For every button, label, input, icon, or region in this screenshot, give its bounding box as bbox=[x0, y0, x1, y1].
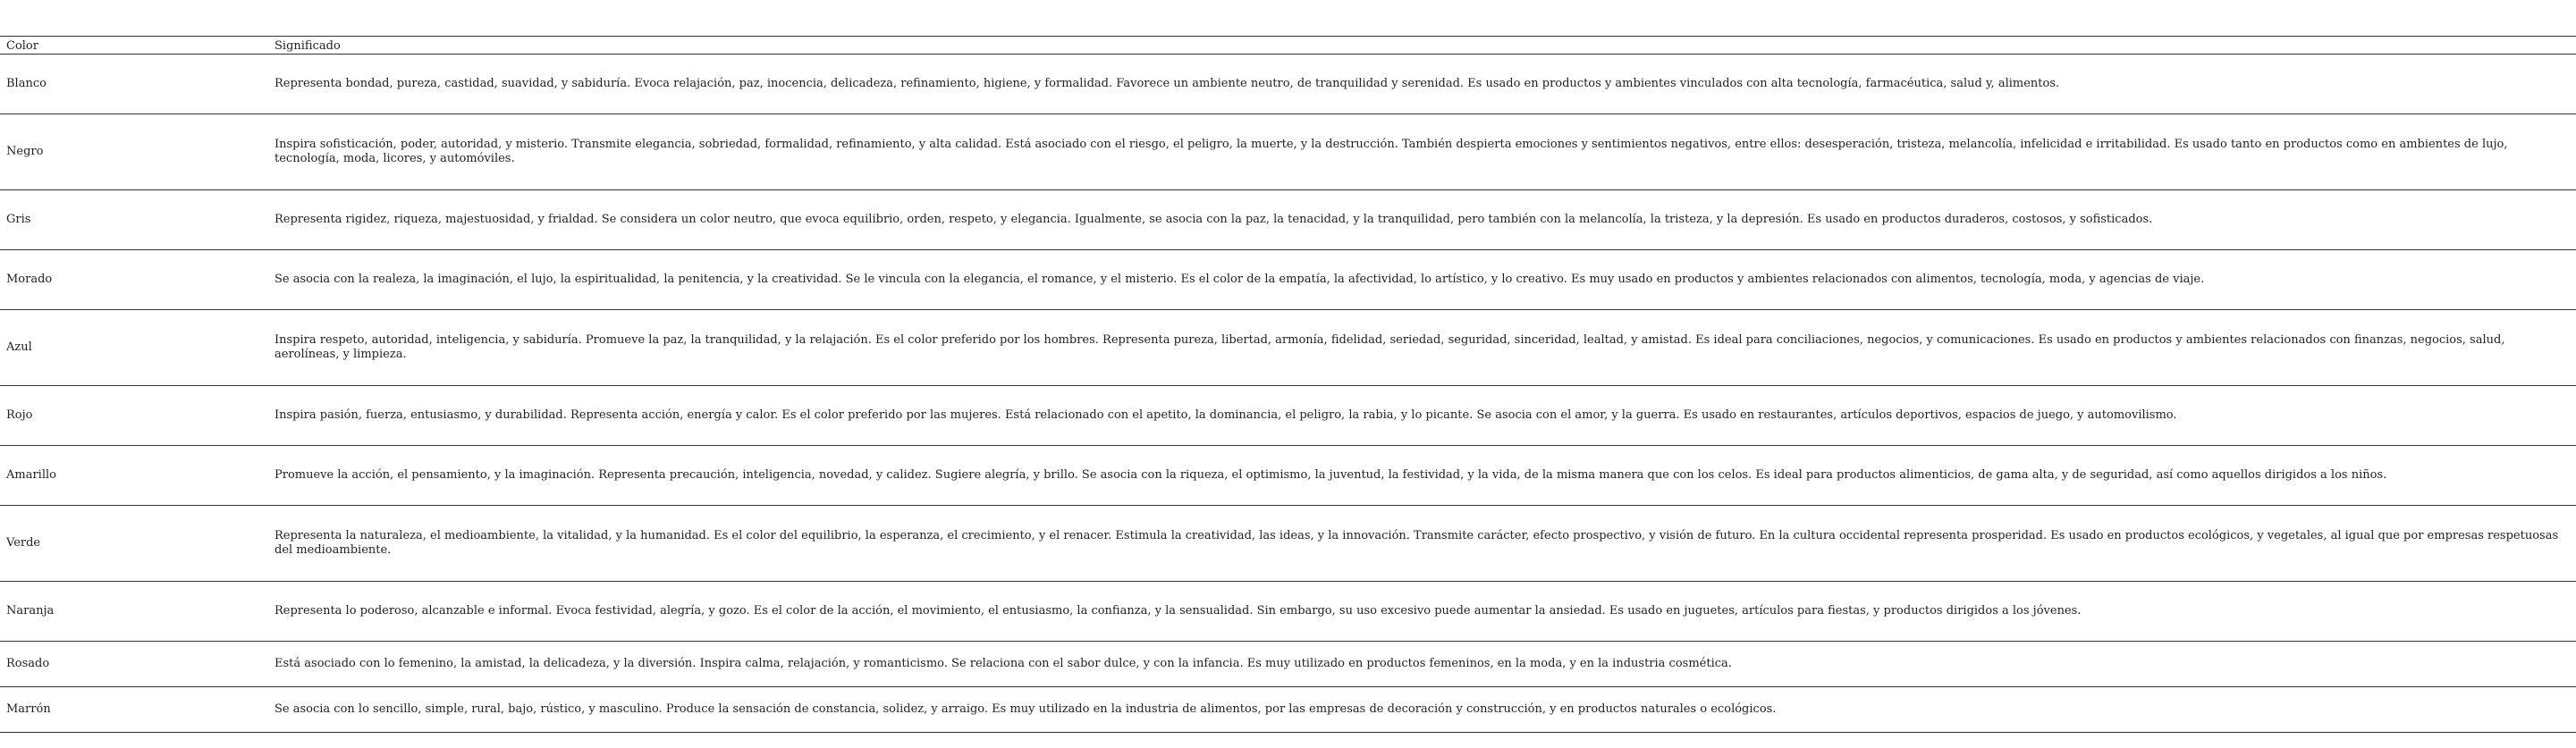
color-meaning: Promueve la acción, el pensamiento, y la imaginación. Representa precaución, inteligencia, novedad, y calidez. Sugiere alegría, y brillo. Se asocia con la riqueza, el optimismo, la juventud, la festividad, y la vida, de la misma manera que con los celos. Es ideal para productos alimenticios, de gama alta, y de seguridad, así como aquellos dirigidos a los niños. bbox=[274, 468, 2387, 482]
color-name: Negro bbox=[6, 145, 44, 158]
color-meaning: Representa bondad, pureza, castidad, suavidad, y sabiduría. Evoca relajación, paz, inocencia, delicadeza, refinamiento, higiene, y formalidad. Favorece un ambiente neutro, de tranquilidad y serenidad. Es usado en productos y ambientes vinculados con alta tecnología, farmacéutica, salud y, alimentos. bbox=[274, 77, 2060, 90]
table-row bbox=[0, 687, 2576, 733]
color-name: Rosado bbox=[6, 657, 50, 670]
header-row bbox=[0, 37, 2576, 55]
table-row bbox=[0, 190, 2576, 250]
table-body bbox=[0, 55, 2576, 733]
color-name: Marrón bbox=[6, 702, 51, 716]
color-meaning: Inspira pasión, fuerza, entusiasmo, y durabilidad. Representa acción, energía y calor. Es el color preferido por las mujeres. Está relacionado con el apetito, la dominancia, el peligro, la rabia, y lo picante. Se asocia con el amor, y la guerra. Es usado en restaurantes, artículos deportivos, espacios de juego, y automovilismo. bbox=[274, 408, 2177, 422]
color-meaning: Representa lo poderoso, alcanzable e informal. Evoca festividad, alegría, y gozo. Es el color de la acción, el movimiento, el entusiasmo, la confianza, y la sensualidad. Sin embargo, su uso excesivo puede aumentar la ansiedad. Es usado en juguetes, artículos para fiestas, y productos dirigidos a los jóvenes. bbox=[274, 604, 2082, 618]
color-meaning: Está asociado con lo femenino, la amistad, la delicadeza, y la diversión. Inspira calma, relajación, y romanticismo. Se relaciona con el sabor dulce, y con la infancia. Es muy utilizado en productos femeninos, en la moda, y en la industria cosmética. bbox=[274, 657, 1732, 670]
color-name: Morado bbox=[6, 273, 53, 286]
color-name: Verde bbox=[6, 536, 41, 550]
color-name: Amarillo bbox=[6, 468, 56, 482]
table-row bbox=[0, 386, 2576, 446]
header-meaning: Significado bbox=[274, 38, 341, 53]
color-name: Gris bbox=[6, 213, 31, 226]
color-meaning: Representa la naturaleza, el medioambiente, la vitalidad, y la humanidad. Es el color del equilibrio, la esperanza, el crecimiento, y el renacer. Estimula la creatividad, las ideas, y la innovación. Transmite carácter, efecto prospectivo, y visión de futuro. En la cultura occidental representa prosperidad. Es usado en productos ecológicos, y vegetales, al igual que por empresas respetuosas del medioambiente. bbox=[274, 529, 2559, 557]
table-row bbox=[0, 582, 2576, 642]
table-row bbox=[0, 446, 2576, 506]
color-meaning: Inspira respeto, autoridad, inteligencia, y sabiduría. Promueve la paz, la tranquilidad, y la relajación. Es el color preferido por los hombres. Representa pureza, libertad, armonía, fidelidad, seriedad, seguridad, sinceridad, lealtad, y amistad. Es ideal para conciliaciones, negocios, y comunicaciones. Es usado en productos y ambientes relacionados con finanzas, negocios, salud, aerolíneas, y limpieza. bbox=[274, 333, 2505, 361]
color-meaning-table bbox=[0, 36, 2576, 733]
color-name: Naranja bbox=[6, 604, 55, 618]
table-row bbox=[0, 310, 2576, 386]
table-header bbox=[0, 37, 2576, 55]
color-name: Rojo bbox=[6, 408, 33, 422]
color-name: Blanco bbox=[6, 77, 46, 90]
color-meaning: Representa rigidez, riqueza, majestuosidad, y frialdad. Se considera un color neutro, que evoca equilibrio, orden, respeto, y elegancia. Igualmente, se asocia con la paz, la tenacidad, y la tranquilidad, pero también con la melancolía, la tristeza, y la depresión. Es usado en productos duraderos, costosos, y sofisticados. bbox=[274, 213, 2153, 226]
table-row bbox=[0, 642, 2576, 687]
color-meaning: Se asocia con lo sencillo, simple, rural, bajo, rústico, y masculino. Produce la sensación de constancia, solidez, y arraigo. Es muy utilizado en la industria de alimentos, por las empresas de decoración y construcción, y en productos naturales o ecológicos. bbox=[274, 702, 1777, 716]
color-name: Azul bbox=[6, 340, 32, 354]
table-row bbox=[0, 250, 2576, 310]
color-meaning: Se asocia con la realeza, la imaginación, el lujo, la espiritualidad, la penitencia, y la creatividad. Se le vincula con la elegancia, el romance, y el misterio. Es el color de la empatía, la afectividad, lo artístico, y lo creativo. Es muy usado en productos y ambientes relacionados con alimentos, tecnología, moda, y agencias de viaje. bbox=[274, 273, 2205, 286]
table-row bbox=[0, 114, 2576, 190]
color-meaning: Inspira sofisticación, poder, autoridad, y misterio. Transmite elegancia, sobriedad, formalidad, refinamiento, y alta calidad. Está asociado con el riesgo, el peligro, la muerte, y la destrucción. También despierta emociones y sentimientos negativos, entre ellos: desesperación, tristeza, melancolía, infelicidad e irritabilidad. Es usado tanto en productos como en ambientes de lujo, tecnología, moda, licores, y automóviles. bbox=[274, 138, 2508, 165]
table-row bbox=[0, 55, 2576, 114]
table-row bbox=[0, 506, 2576, 582]
header-color: Color bbox=[6, 38, 38, 53]
